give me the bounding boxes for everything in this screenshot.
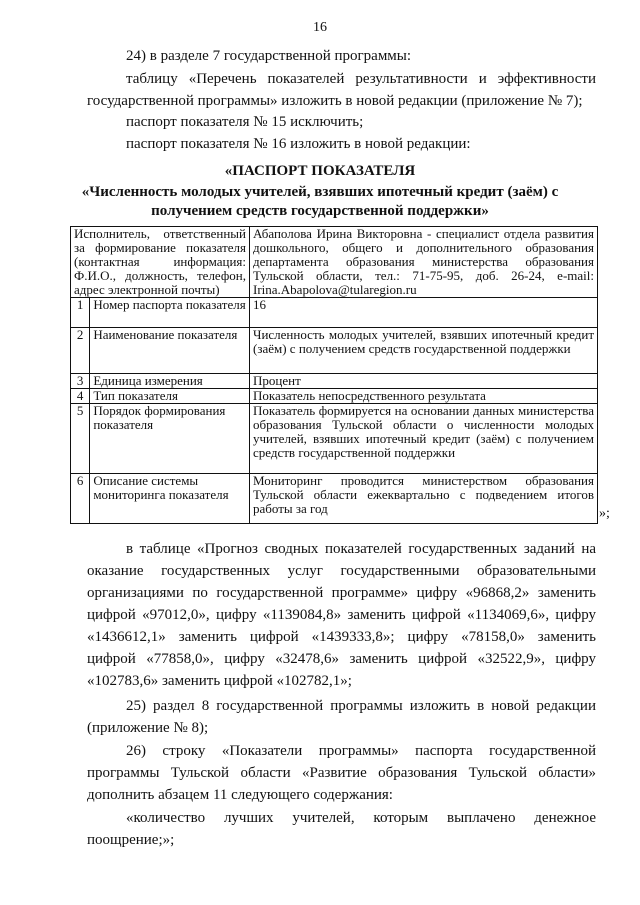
row-value: Мониторинг проводится министерством образования Тульской области ежеквартально с подведением итогов работы за год (250, 474, 598, 524)
passport-subtitle-line2: получением средств государственной поддержки» (151, 203, 489, 219)
forecast-line: цифрой «97012,0», цифру «1139084,8» заменить цифрой «1134069,6», цифру (87, 607, 596, 623)
row-value: Показатель непосредственного результата (250, 389, 598, 404)
executor-label: Исполнитель, ответственный за формирование показателя (контактная информация: Ф.И.О., должность, телефон, адрес электронной почты) (71, 227, 250, 298)
item-26-line: 26) строку «Показатели программы» паспорта государственной (126, 743, 596, 759)
closing-quote: »; (599, 506, 610, 521)
forecast-line: в таблице «Прогноз сводных показателей государственных заданий на (126, 541, 596, 557)
row-name: Наименование показателя (90, 328, 250, 374)
table-row (71, 389, 598, 404)
row-value: Показатель формируется на основании данных министерства образования Тульской области о численности молодых учителей, взявших ипотечный кредит (заём) с получением средств государственной поддержки (250, 404, 598, 474)
row-value: Процент (250, 374, 598, 389)
executor-value: Абаполова Ирина Викторовна - специалист отдела развития дошкольного, общего и дополнительного образования департамента образования министерства образования Тульской области, тел.: 71-75-95, доб. 26-24, e-mail: Irina.Abapolova@tularegion.ru (250, 227, 598, 298)
quote-line: поощрение;»; (87, 832, 175, 848)
item-26-line: дополнить абзацем 11 следующего содержания: (87, 787, 393, 803)
row-name: Номер паспорта показателя (90, 298, 250, 328)
row-number: 4 (71, 389, 90, 404)
item-24: 24) в разделе 7 государственной программы: (126, 48, 412, 64)
row-value: 16 (250, 298, 598, 328)
passport-subtitle-line1: «Численность молодых учителей, взявших ипотечный кредит (заём) с (81, 184, 559, 200)
passport-title: «ПАСПОРТ ПОКАЗАТЕЛЯ (224, 163, 416, 179)
executor-row (71, 227, 598, 298)
row-name: Единица измерения (90, 374, 250, 389)
row-number: 3 (71, 374, 90, 389)
passport-16-instruction: паспорт показателя № 16 изложить в новой редакции: (126, 136, 471, 152)
table-instruction-line2: государственной программы» изложить в новой редакции (приложение № 7); (87, 93, 583, 109)
table-instruction-line1: таблицу «Перечень показателей результативности и эффективности (126, 71, 596, 87)
row-value: Численность молодых учителей, взявших ипотечный кредит (заём) с получением средств государственной поддержки (250, 328, 598, 374)
passport-15-instruction: паспорт показателя № 15 исключить; (126, 114, 364, 130)
row-name: Описание системы мониторинга показателя (90, 474, 250, 524)
forecast-line: «1436612,1» заменить цифрой «1439333,8»; цифру «78158,0» заменить (87, 629, 596, 645)
quote-line: «количество лучших учителей, которым выплачено денежное (126, 810, 596, 826)
passport-table (70, 226, 598, 524)
item-25-line: 25) раздел 8 государственной программы изложить в новой редакции (126, 698, 596, 714)
table-row (71, 374, 598, 389)
table-row (71, 404, 598, 474)
forecast-line: оказание государственных услуг государственными образовательными (87, 563, 596, 579)
forecast-line: цифрой «77858,0», цифру «32478,6» заменить цифрой «32522,9», цифру (87, 651, 596, 667)
forecast-line: «102783,6» заменить цифрой «102782,1»; (87, 673, 352, 689)
table-row (71, 298, 598, 328)
item-26-line: программы Тульской области «Развитие образования Тульской области» (87, 765, 596, 781)
row-name: Тип показателя (90, 389, 250, 404)
row-number: 1 (71, 298, 90, 328)
table-row (71, 474, 598, 524)
row-name: Порядок формирования показателя (90, 404, 250, 474)
table-row (71, 328, 598, 374)
forecast-line: организациями по государственной программе» цифру «96868,2» заменить (87, 585, 596, 601)
item-25-line: (приложение № 8); (87, 720, 209, 736)
row-number: 5 (71, 404, 90, 474)
page-number: 16 (313, 20, 327, 35)
row-number: 6 (71, 474, 90, 524)
row-number: 2 (71, 328, 90, 374)
